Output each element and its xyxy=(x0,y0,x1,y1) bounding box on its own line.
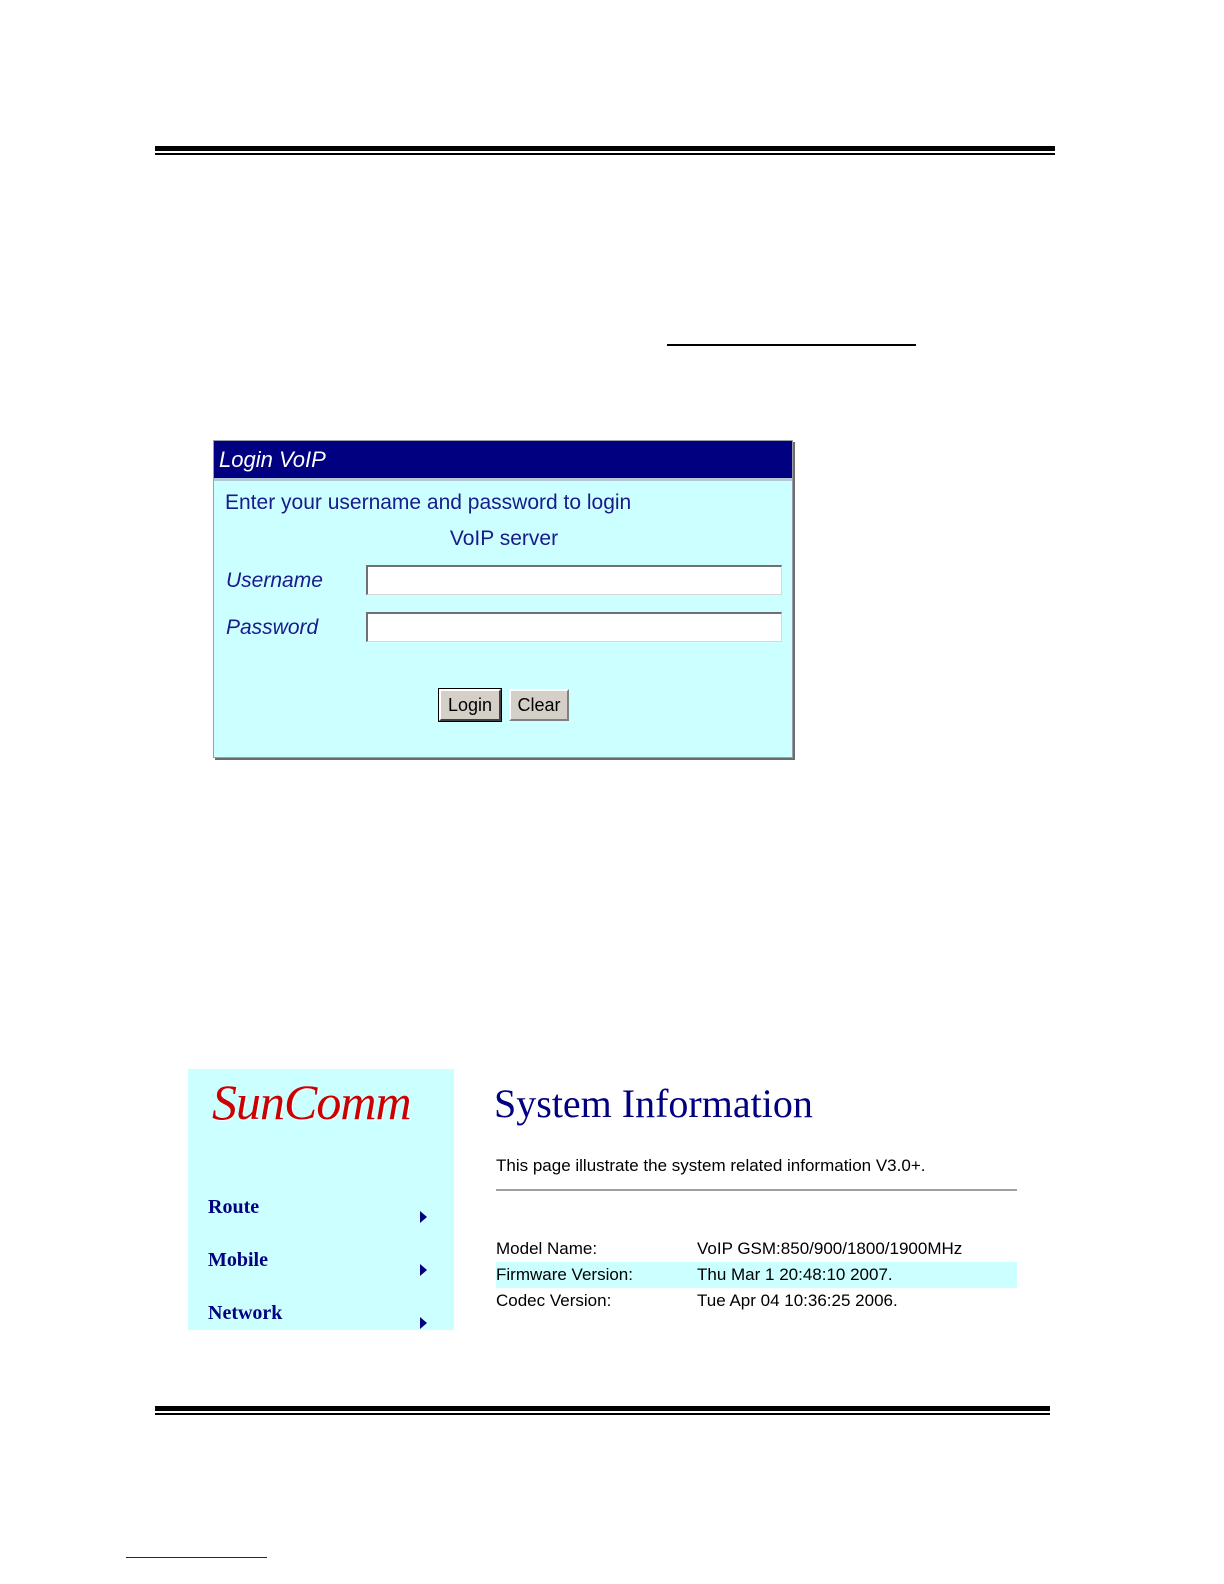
page-title: System Information xyxy=(494,1081,813,1126)
system-info-table xyxy=(496,1236,1017,1314)
info-key: Model Name: xyxy=(496,1239,598,1258)
underline-decoration xyxy=(667,344,916,346)
table-row xyxy=(496,1236,1017,1262)
table-row xyxy=(496,1262,1017,1288)
info-key: Firmware Version: xyxy=(496,1265,633,1284)
login-button[interactable]: Login xyxy=(439,689,501,721)
clear-button[interactable]: Clear xyxy=(509,689,569,721)
footer-link-underline xyxy=(126,1557,267,1558)
sidebar xyxy=(188,1069,454,1330)
login-message-line-1: Enter your username and password to login xyxy=(225,491,632,514)
header-rule xyxy=(155,146,1055,155)
divider xyxy=(496,1189,1017,1191)
password-label: Password xyxy=(226,616,319,639)
info-value: Thu Mar 1 20:48:10 2007. xyxy=(697,1265,893,1284)
login-panel-title: Login VoIP xyxy=(214,441,792,481)
login-panel xyxy=(213,440,793,758)
triangle-right-icon[interactable] xyxy=(420,1317,427,1329)
suncomm-logo: SunComm xyxy=(212,1074,411,1130)
nav-item-route[interactable]: Route xyxy=(208,1196,260,1218)
footer-rule xyxy=(155,1406,1050,1415)
triangle-right-icon[interactable] xyxy=(420,1264,427,1276)
page-description: This page illustrate the system related information V3.0+. xyxy=(496,1156,926,1175)
password-input[interactable] xyxy=(366,612,782,642)
nav-item-mobile[interactable]: Mobile xyxy=(208,1249,268,1271)
username-input[interactable] xyxy=(366,565,782,595)
triangle-right-icon[interactable] xyxy=(420,1211,427,1223)
login-message-line-2: VoIP server xyxy=(449,527,559,550)
info-value: Tue Apr 04 10:36:25 2006. xyxy=(697,1291,898,1310)
table-row xyxy=(496,1288,1017,1314)
info-value: VoIP GSM:850/900/1800/1900MHz xyxy=(697,1239,963,1258)
nav-item-network[interactable]: Network xyxy=(208,1302,283,1324)
info-key: Codec Version: xyxy=(496,1291,612,1310)
username-label: Username xyxy=(226,569,323,592)
